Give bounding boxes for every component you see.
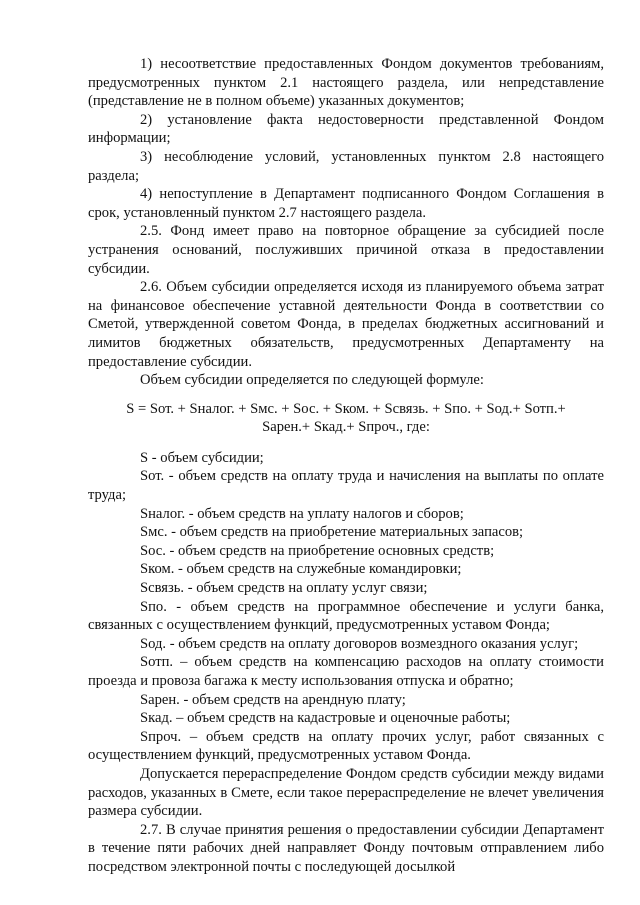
definition-item: Sарен. - объем средств на арендную плату;: [140, 691, 406, 708]
definition-item: Sпроч. – объем средств на оплату прочих услуг, работ связанных с осуществлением функций, предусмотренных уставом Фонда.: [88, 728, 604, 764]
condition-4: 4) непоступление в Департамент подписанного Фондом Соглашения в срок, установленный пунктом 2.7 настоящего раздела.: [88, 186, 604, 221]
definition-item: Sсвязь. - объем средств на оплату услуг связи;: [140, 580, 428, 597]
definition-item: Sод. - объем средств на оплату договоров возмездного оказания услуг;: [140, 635, 579, 652]
paragraph-2-7: 2.7. В случае принятия решения о предоставлении субсидии Департамент в течение пяти рабочих дней направляет Фонду почтовым отправлением либо посредством электронной почты с последующей досылкой: [88, 821, 604, 875]
paragraph-2-6: 2.6. Объем субсидии определяется исходя из планируемого объема затрат на финансовое обеспечение уставной деятельности Фонда в соответствии со Сметой, утвержденной советом Фонда, в пределах бюджетных ассигнований и лимитов бюджетных обязательств, предусмотренных Департаменту на предоставление субсидии.: [88, 279, 604, 370]
definition-item: Sот. - объем средств на оплату труда и начисления на выплаты по оплате труда;: [88, 468, 604, 504]
definition-item: Sпо. - объем средств на программное обеспечение и услуги банка, связанных с осуществлением функций, предусмотренных уставом Фонда;: [88, 598, 604, 634]
formula-definitions: [88, 449, 604, 765]
condition-2: 2) установление факта недостоверности представленной Фондом информации;: [88, 111, 604, 147]
definition-item: Sотп. – объем средств на компенсацию расходов на оплату стоимости проезда и провоза багажа к месту использования отпуска и обратно;: [88, 654, 604, 689]
paragraph-2-5: 2.5. Фонд имеет право на повторное обращение за субсидией после устранения оснований, послуживших причиной отказа в предоставлении субсидии.: [88, 223, 604, 277]
document-page: [88, 55, 604, 877]
definition-item: Sмс. - объем средств на приобретение материальных запасов;: [140, 524, 524, 541]
definition-item: Sкад. – объем средств на кадастровые и оценочные работы;: [140, 710, 511, 727]
definition-item: Sос. - объем средств на приобретение основных средств;: [140, 542, 495, 559]
formula-line-1: S = Sот. + Sналог. + Sмс. + Sос. + Sком. + Sсвязь. + Sпо. + Sод.+ Sотп.+: [126, 400, 566, 417]
condition-3: 3) несоблюдение условий, установленных пунктом 2.8 настоящего раздела;: [88, 148, 604, 184]
definition-item: Sком. - объем средств на служебные командировки;: [140, 561, 462, 578]
subsidy-formula: [88, 400, 604, 437]
paragraph-redistribution: Допускается перераспределение Фондом средств субсидии между видами расходов, указанных в Смете, если такое перераспределение не влечет увеличения размера субсидии.: [88, 765, 604, 820]
formula-line-2: Sарен.+ Sкад.+ Sпроч., где:: [262, 419, 430, 436]
definition-item: S - объем субсидии;: [140, 449, 264, 466]
formula-intro: Объем субсидии определяется по следующей формуле:: [140, 372, 484, 389]
condition-1: 1) несоответствие предоставленных Фондом документов требованиям, предусмотренных пунктом 2.1 настоящего раздела, или непредставление (представление не в полном объеме) указанных документов;: [88, 56, 604, 110]
definition-item: Sналог. - объем средств на уплату налогов и сборов;: [140, 505, 464, 522]
